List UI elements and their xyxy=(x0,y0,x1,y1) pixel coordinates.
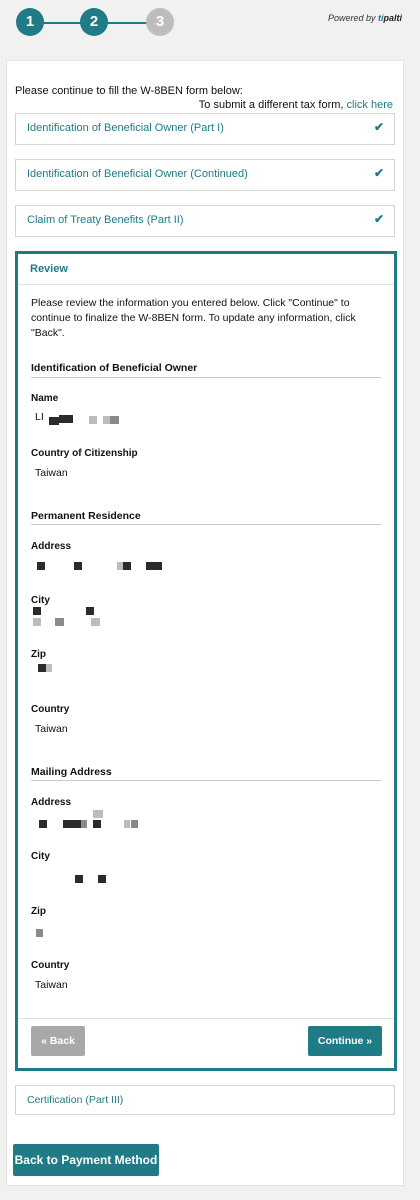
progress-stepper xyxy=(16,8,176,38)
pr-city-label: City xyxy=(31,595,50,606)
ma-country-label: Country xyxy=(31,960,70,971)
ma-address-label: Address xyxy=(31,797,72,808)
step-1: 1 xyxy=(16,8,44,36)
review-header xyxy=(18,254,394,285)
powered-by xyxy=(328,13,402,23)
section-part-2[interactable] xyxy=(15,205,395,237)
divider xyxy=(31,780,381,781)
review-description: Please review the information you entered below. Click "Continue" to continue to finalize the W-8BEN form. To update any information, click "Back". xyxy=(31,297,356,339)
citizenship-label: Country of Citizenship xyxy=(31,448,138,459)
section-part-3[interactable] xyxy=(15,1085,395,1115)
pr-country-label: Country xyxy=(31,704,70,715)
intro-text: Please continue to fill the W-8BEN form below: xyxy=(15,85,243,97)
continue-button[interactable]: Continue » xyxy=(308,1026,382,1056)
pr-address-label: Address xyxy=(31,541,72,552)
logo-part-a: ti xyxy=(377,13,384,23)
beneficial-owner-title: Identification of Beneficial Owner xyxy=(31,362,198,374)
logo-part-b: palti xyxy=(383,13,402,23)
pr-country-value: Taiwan xyxy=(35,723,68,735)
mailing-address-title: Mailing Address xyxy=(31,766,112,778)
back-to-payment-method-button[interactable]: Back to Payment Method xyxy=(13,1144,159,1176)
back-button[interactable]: « Back xyxy=(31,1026,85,1056)
ma-country-value: Taiwan xyxy=(35,979,68,991)
pr-zip-label: Zip xyxy=(31,649,46,660)
check-icon: ✔ xyxy=(373,212,384,226)
section-label: Identification of Beneficial Owner (Continued) xyxy=(27,168,248,180)
citizenship-value: Taiwan xyxy=(35,467,68,479)
name-value: LI xyxy=(35,411,44,423)
click-here-link[interactable]: click here xyxy=(346,99,393,111)
tax-switch xyxy=(199,99,393,111)
tax-switch-text: To submit a different tax form, xyxy=(198,99,347,111)
divider xyxy=(31,524,381,525)
section-label: Identification of Beneficial Owner (Part I) xyxy=(27,122,224,134)
check-icon: ✔ xyxy=(373,166,384,180)
review-panel xyxy=(15,251,397,1071)
step-2: 2 xyxy=(80,8,108,36)
section-part-1[interactable] xyxy=(15,113,395,145)
section-part-1-continued[interactable] xyxy=(15,159,395,191)
section-label: Claim of Treaty Benefits (Part II) xyxy=(27,214,184,226)
ma-city-label: City xyxy=(31,851,50,862)
permanent-residence-title: Permanent Residence xyxy=(31,510,141,522)
section-label: Certification (Part III) xyxy=(27,1094,124,1106)
form-card xyxy=(6,60,404,1186)
review-title: Review xyxy=(30,263,68,275)
ma-zip-label: Zip xyxy=(31,906,46,917)
check-icon: ✔ xyxy=(373,120,384,134)
divider xyxy=(31,377,381,378)
name-label: Name xyxy=(31,393,59,404)
divider xyxy=(18,1018,394,1019)
tipalti-logo xyxy=(378,13,402,23)
step-3: 3 xyxy=(146,8,174,36)
powered-by-text: Powered by xyxy=(327,13,376,23)
